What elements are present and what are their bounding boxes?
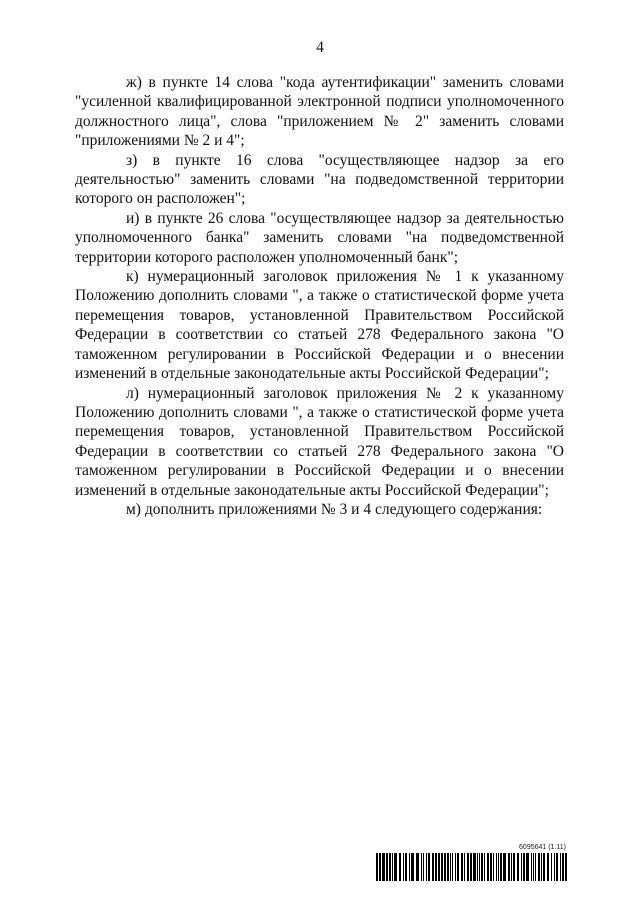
paragraph-l: л) нумерационный заголовок приложения № 2 к указанному Положению дополнить словами ", а также о статистической форме учета перемещения товаров, установленной Правительством Российской Федерации в соответствии со статьей 278 Федерального закона "О таможенном регулировании в Российской Федерации и о внесении изменений в отдельные законодательные акты Российской Федерации"; — [75, 384, 564, 499]
document-body — [75, 73, 564, 519]
page-number: 4 — [316, 39, 324, 56]
paragraph-i: и) в пункте 26 слова "осуществляющее надзор за деятельностью уполномоченного банка" заменить словами "на подведомственной территории которого расположен уполномоченный банк"; — [75, 209, 564, 266]
paragraph-z: з) в пункте 16 слова "осуществляющее надзор за его деятельностью" заменить словами "на подведомственной территории которого он расположен"; — [75, 151, 564, 208]
paragraph-m: м) дополнить приложениями № 3 и 4 следующего содержания: — [126, 500, 543, 518]
paragraph-k: к) нумерационный заголовок приложения № 1 к указанному Положению дополнить словами ", а также о статистической форме учета перемещения товаров, установленной Правительством Российской Федерации в соответствии со статьей 278 Федерального закона "О таможенном регулировании в Российской Федерации и о внесении изменений в отдельные законодательные акты Российской Федерации"; — [75, 268, 564, 383]
paragraph-zh: ж) в пункте 14 слова "кода аутентификации" заменить словами "усиленной квалифицированной электронной подписи уполномоченного должностного лица", слова "приложением № 2" заменить словами "приложениями № 2 и 4"; — [75, 74, 564, 150]
barcode-icon — [376, 853, 568, 881]
document-code: 6095641 (1.11) — [519, 844, 566, 851]
